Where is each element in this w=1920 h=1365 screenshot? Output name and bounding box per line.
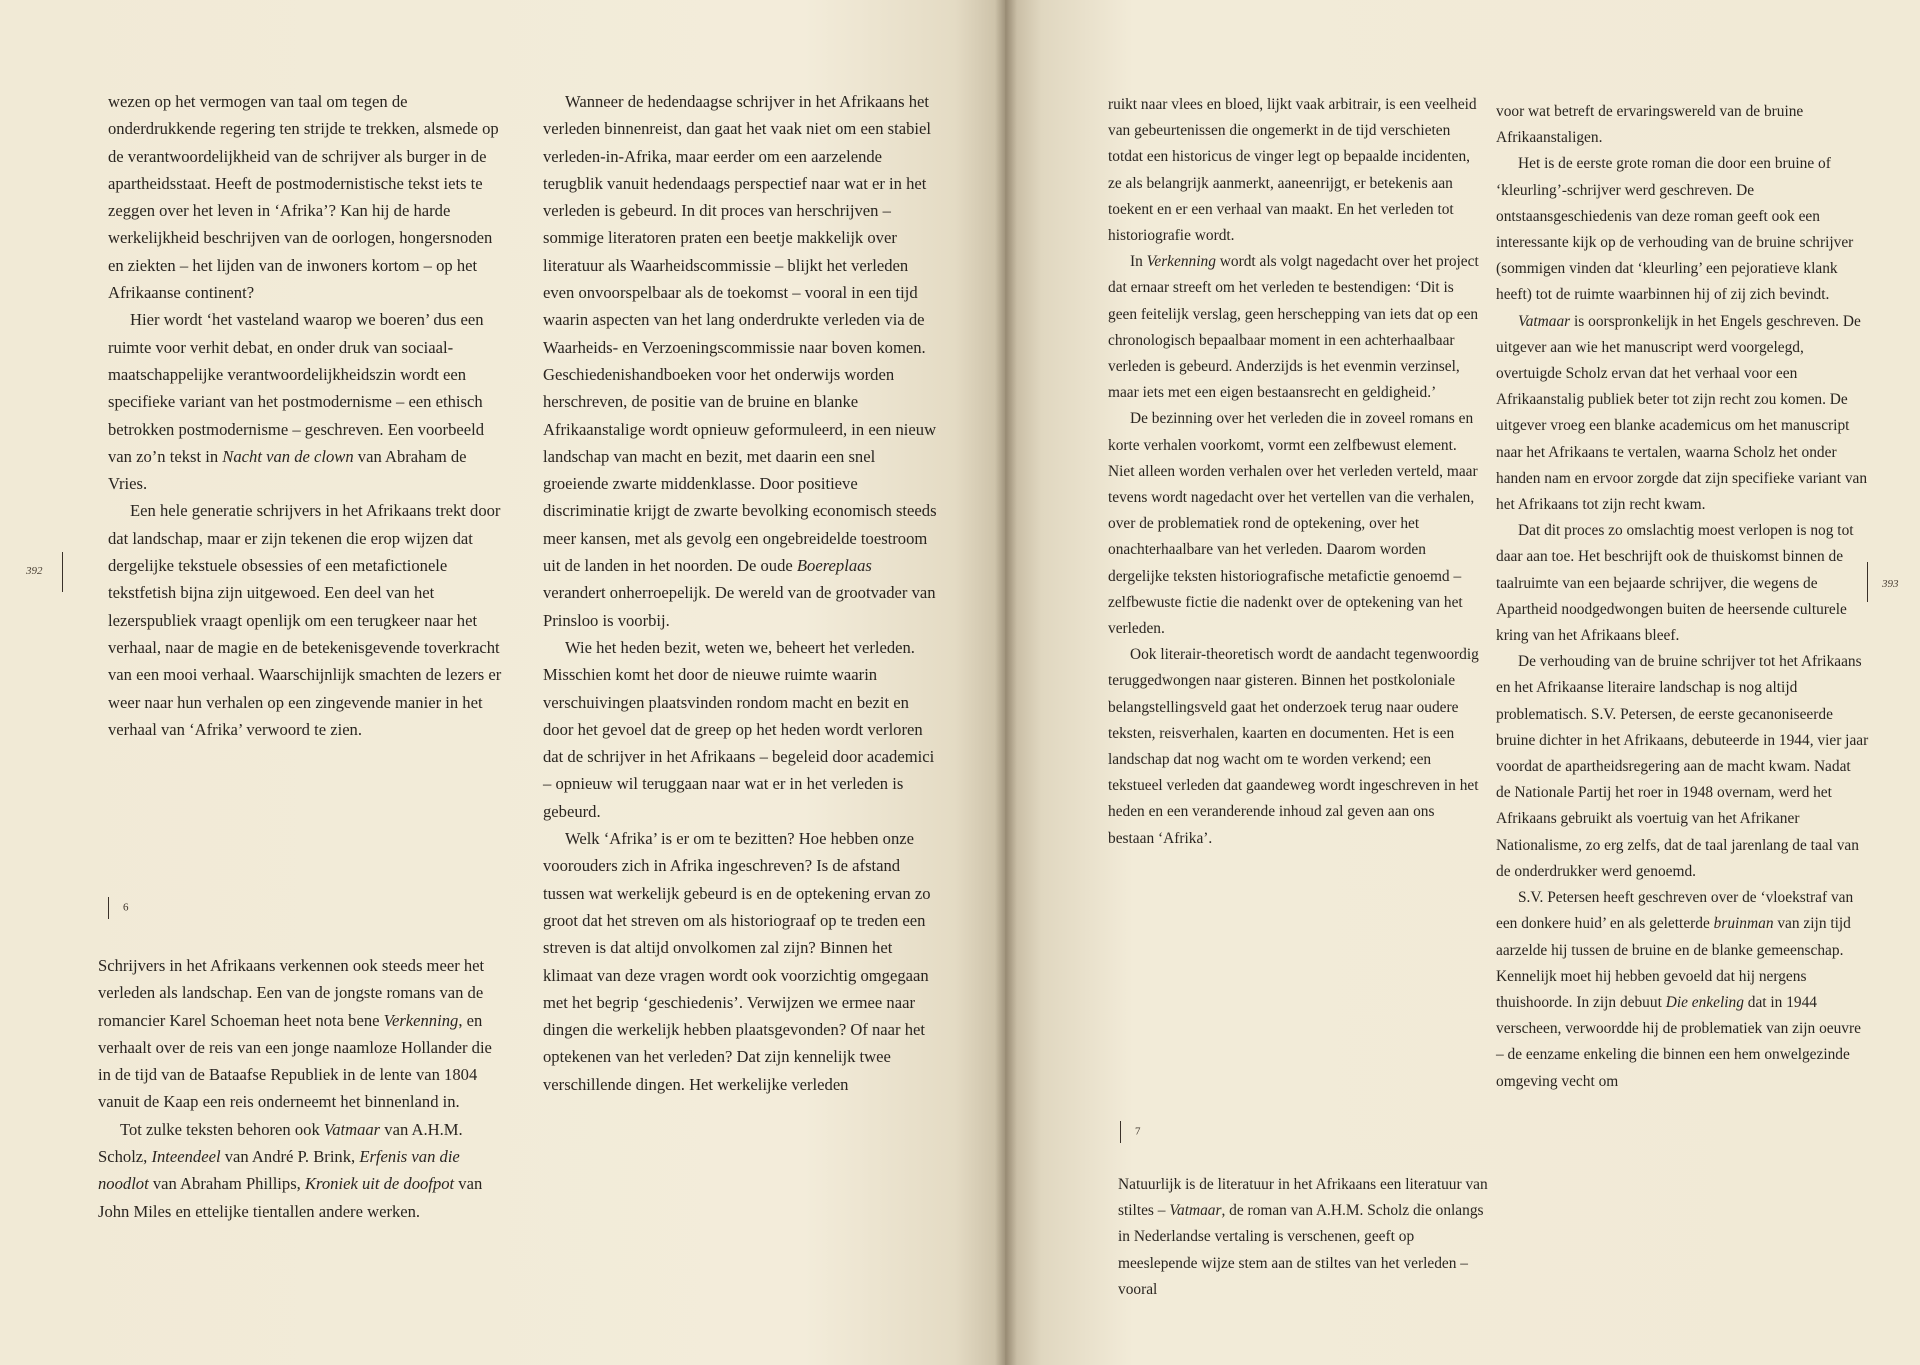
book-title: Nacht van de clown bbox=[222, 446, 354, 466]
italic-word: bruinman bbox=[1713, 915, 1774, 933]
book-title: Kroniek uit de doofpot bbox=[304, 1174, 455, 1194]
paragraph: Het is de eerste grote roman die door een bruine of ‘kleurling’-schrijver werd geschreven. De ontstaansgeschiedenis van deze roman geeft ook een interessante kijk op de verhouding van de bruine schrijver (sommigen vinden dat ‘kleurling’ een pejoratieve klank heeft) tot de ruimte waarbinnen hij of zij zich bevindt. bbox=[1496, 155, 1854, 304]
book-title: Erfenis van die noodlot bbox=[98, 1147, 460, 1194]
paragraph: Schrijvers in het Afrikaans verkennen ook steeds meer het verleden als landschap. Een van de jongste romans van de romancier Karel Schoeman heet nota bene Verkenning, en verhaalt over de reis van een jonge naamloze Hollander die in de tijd van de Bataafse Republiek in de lente van 1804 vanuit de Kaap een reis onderneemt het binnenland in. bbox=[98, 956, 492, 1112]
paragraph: Wie het heden bezit, weten we, beheert het verleden. Misschien komt het door de nieuwe ruimte waarin verschuivingen plaatsvinden rondom macht en bezit en door het gevoel dat de greep op het heden wordt verloren dat de schrijver in het Afrikaans – begeleid door academici – opnieuw wil teruggaan naar wat er in het verleden is gebeurd. bbox=[543, 637, 935, 821]
left-column-2 bbox=[543, 88, 938, 1098]
paragraph: Tot zulke teksten behoren ook Vatmaar van A.H.M. Scholz, Inteendeel van André P. Brink, Erfenis van die noodlot van Abraham Phillips, Kroniek uit de doofpot van John Miles en ettelijke tientallen andere werken. bbox=[98, 1119, 483, 1221]
paragraph: wezen op het vermogen van taal om tegen de onderdrukkende regering ten strijde te trekken, alsmede op de verantwoordelijkheid van de schrijver als burger in de apartheidsstaat. Heeft de postmodernistische tekst iets te zeggen over het leven in ‘Afrika’? Kan hij de harde werkelijkheid beschrijven van de oorlogen, hongersnoden en ziekten – het lijden van de inwoners kortom – op het Afrikaanse continent? bbox=[108, 92, 499, 303]
paragraph: Welk ‘Afrika’ is er om te bezitten? Hoe hebben onze voorouders zich in Afrika ingeschreven? Is de afstand tussen wat werkelijk gebeurd is en de optekening ervan zo groot dat het streven om als historiograaf op te treden een streven is dat altijd onvolkomen zal zijn? Binnen het klimaat van deze vragen wordt ook voorzichtig omgegaan met het begrip ‘geschiedenis’. Verwijzen we ermee naar dingen die werkelijk hebben plaatsgevonden? Of naar het optekenen van het verleden? Dat zijn kennelijk twee verschillende dingen. Het werkelijke verleden bbox=[543, 829, 931, 1094]
left-folio-rule bbox=[62, 552, 63, 592]
right-column-1-section-7 bbox=[1118, 1172, 1491, 1303]
paragraph: Vatmaar is oorspronkelijk in het Engels geschreven. De uitgever aan wie het manuscript werd voorgelegd, overtuigde Scholz ervan dat het verhaal voor een Afrikaanstalig publiek beter tot zijn recht zou komen. De uitgever vroeg een blanke academicus om het manuscript naar het Afrikaans te vertalen, waarna Scholz het onder handen nam en ervoor zorgde dat zijn specifieke variant van het Afrikaans tot zijn recht kwam. bbox=[1496, 312, 1868, 514]
book-title: Verkenning bbox=[383, 1010, 459, 1030]
book-title: Inteendeel bbox=[151, 1147, 221, 1167]
book-title: Verkenning bbox=[1146, 253, 1216, 271]
paragraph: Wanneer de hedendaagse schrijver in het Afrikaans het verleden binnenreist, dan gaat het vaak niet om een stabiel verleden-in-Afrika, maar eerder om een aarzelende terugblik vanuit hedendaags perspectief naar wat er in het verleden is gebeurd. In dit proces van herschrijven – sommige literatoren praten een beetje makkelijk over literatuur als Waarheidscommissie – blijkt het verleden even onvoorspelbaar als de toekomst – vooral in een tijd waarin aspecten van het lang onderdrukte verleden via de Waarheids- en Verzoeningscommissie naar boven komen. Geschiedenishandboeken voor het onderwijs worden herschreven, de positie van de bruine en blanke Afrikaanstalige wordt opnieuw geformuleerd, in een nieuw landschap van macht en bezit, met daarin een snel groeiende zwarte middenklasse. Door positieve discriminatie krijgt de zwarte bevolking economisch steeds meer kansen, met als gevolg een ongebreidelde toestroom uit de landen in het noorden. De oude Boereplaas verandert onherroepelijk. De wereld van de grootvader van Prinsloo is voorbij. bbox=[543, 92, 937, 630]
paragraph: Natuurlijk is de literatuur in het Afrikaans een literatuur van stiltes – Vatmaar, de roman van A.H.M. Scholz die onlangs in Nederlandse vertaling is verschenen, geeft op meeslepende wijze stem aan de stiltes van het verleden – vooral bbox=[1118, 1176, 1488, 1298]
right-column-2 bbox=[1496, 99, 1869, 1095]
right-page-number: 393 bbox=[1882, 578, 1899, 590]
section-number: 6 bbox=[123, 901, 129, 914]
right-page bbox=[1005, 0, 1920, 1365]
book-title: Vatmaar bbox=[1169, 1202, 1222, 1220]
book-title: Die enkeling bbox=[1665, 993, 1744, 1011]
paragraph: De verhouding van de bruine schrijver tot het Afrikaans en het Afrikaanse literaire landschap is nog altijd problematisch. S.V. Petersen, de eerste gecanoniseerde bruine dichter in het Afrikaans, debuteerde in 1944, vier jaar voordat de apartheidsregering aan de macht kwam. Nadat de Nationale Partij het roer in 1948 overnam, werd het Afrikaans gebruikt als voertuig van het Afrikaner Nationalisme, zo erg zelfs, dat de taal jarenlang de taal van de onderdrukker werd genoemd. bbox=[1496, 653, 1869, 880]
book-gutter bbox=[995, 0, 1017, 1365]
paragraph: Hier wordt ‘het vasteland waarop we boeren’ dus een ruimte voor verhit debat, en onder druk van sociaal-maatschappelijke verantwoordelijkheidszin wordt een specifieke variant van het postmodernisme – een ethisch betrokken postmodernisme – geschreven. Een voorbeeld van zo’n tekst in Nacht van de clown van Abraham de Vries. bbox=[108, 310, 485, 494]
paragraph: In Verkenning wordt als volgt nagedacht over het project dat ernaar streeft om het verleden te bestendigen: ‘Dit is geen feitelijk verslag, geen herschepping van iets dat op een chronologisch bepaalbaar moment in een achterhaalbaar verleden is gebeurd. Anderzijds is het evenmin verzinsel, maar iets met een eigen bestaansrecht en geldigheid.’ bbox=[1108, 253, 1479, 402]
paragraph: S.V. Petersen heeft geschreven over de ‘vloekstraf van een donkere huid’ en als geletterde bruinman van zijn tijd aarzelde hij tussen de bruine en de blanke gemeenschap. Kennelijk moet hij hebben gevoeld dat hij nergens thuishoorde. In zijn debuut Die enkeling dat in 1944 verscheen, verwoordde hij de problematiek van zijn oeuvre – de eenzame enkeling die binnen een hem onwelgezinde omgeving vecht om bbox=[1496, 889, 1861, 1090]
left-page-number: 392 bbox=[26, 565, 43, 577]
section-marker-6 bbox=[108, 897, 129, 919]
section-marker-7 bbox=[1120, 1121, 1141, 1143]
paragraph: Ook literair-theoretisch wordt de aandacht tegenwoordig teruggedwongen naar gisteren. Binnen het postkoloniale belangstellingsveld gaat het onderzoek terug naar oudere teksten, reisverhalen, kaarten en documenten. Het is een landschap dat nog wacht om te worden verkend; een tekstueel verleden dat gaandeweg wordt ingeschreven in het heden en een veranderende inhoud zal geven aan ons bestaan ‘Afrika’. bbox=[1108, 646, 1479, 847]
section-number: 7 bbox=[1135, 1125, 1141, 1138]
paragraph: Een hele generatie schrijvers in het Afrikaans trekt door dat landschap, maar er zijn tekenen die erop wijzen dat dergelijke tekstuele obsessies of een metafictionele tekstfetish bijna zijn uitgewoed. Een deel van het lezerspubliek vraagt openlijk om een terugkeer naar het verhaal, naar de magie en de betekenisgevende toverkracht van een mooi verhaal. Waarschijnlijk smachten de lezers er weer naar hun verhalen op een zingevende manier in het verhaal van ‘Afrika’ verwoord te zien. bbox=[108, 501, 502, 739]
paragraph: Dat dit proces zo omslachtig moest verlopen is nog tot daar aan toe. Het beschrijft ook de thuiskomst binnen de taalruimte van een bejaarde schrijver, die wegens de Apartheid noodgedwongen buiten de heersende culturele kring van het Afrikaans bleef. bbox=[1496, 522, 1854, 645]
right-column-1 bbox=[1108, 92, 1481, 852]
paragraph: ruikt naar vlees en bloed, lijkt vaak arbitrair, is een veelheid van gebeurtenissen die ongemerkt in de tijd verschieten totdat een historicus de vinger legt op bepaalde incidenten, ze als belangrijk aanmerkt, aaneenrijgt, er betekenis aan toekent en er een verhaal van maakt. En het verleden tot historiografie wordt. bbox=[1108, 96, 1477, 245]
paragraph: voor wat betreft de ervaringswereld van de bruine Afrikaanstaligen. bbox=[1496, 103, 1804, 147]
left-column-1-section-6 bbox=[98, 952, 504, 1225]
book-title: Vatmaar bbox=[323, 1119, 381, 1139]
book-title: Vatmaar bbox=[1518, 312, 1571, 330]
book-title: Boereplaas bbox=[796, 556, 872, 576]
paragraph: De bezinning over het verleden die in zoveel romans en korte verhalen voorkomt, vormt een zelfbewust element. Niet alleen worden verhalen over het verleden verteld, maar tevens wordt nagedacht over het vertellen van die verhalen, over de problematiek rond de optekening, over het onachterhaalbare van het verleden. Daarom worden dergelijke teksten historiografische metafictie genoemd – zelfbewuste fictie die nadenkt over de optekening van het verleden. bbox=[1108, 410, 1478, 638]
left-column-1 bbox=[108, 88, 504, 743]
